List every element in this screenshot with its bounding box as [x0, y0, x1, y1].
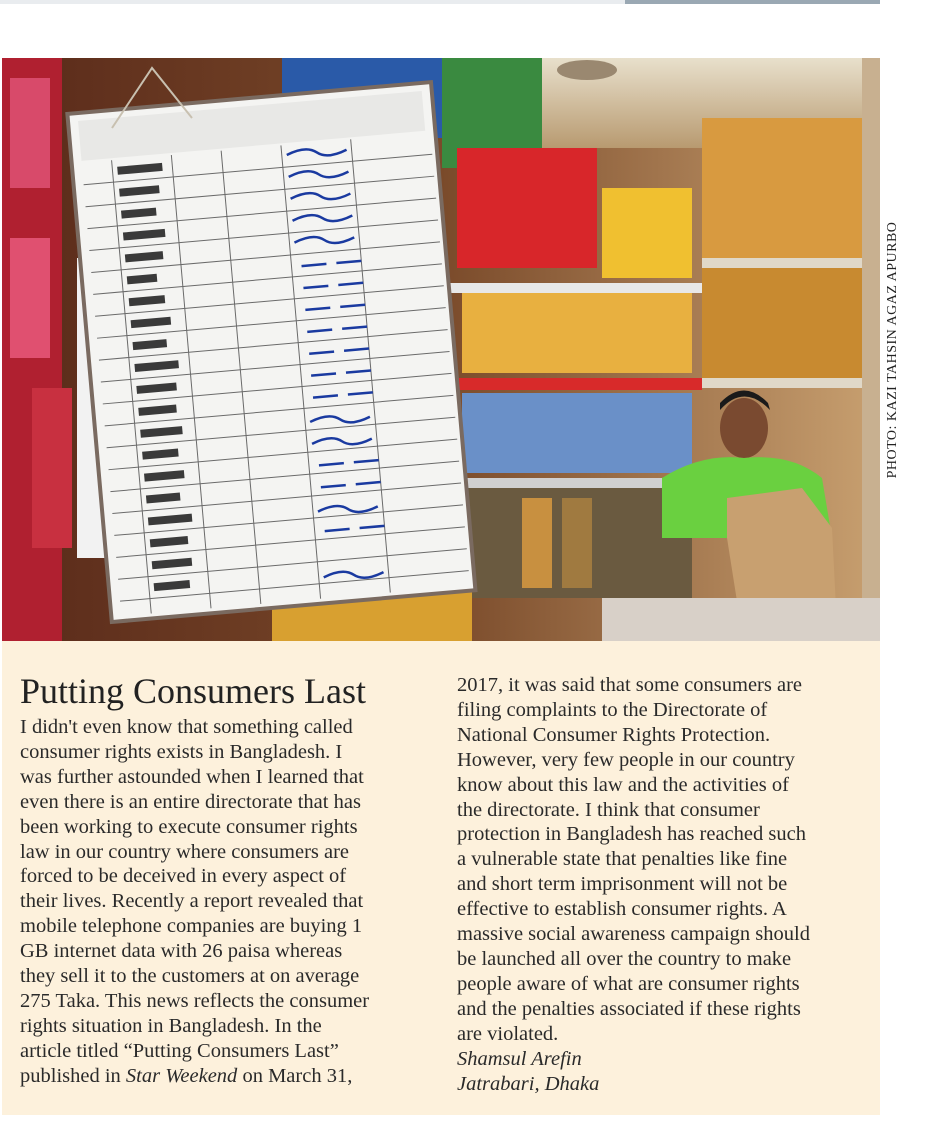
body-line: protection in Bangladesh has reached such [457, 823, 806, 846]
body-line: 275 Taka. This news reflects the consumer [20, 989, 370, 1012]
body-line: they sell it to the customers at on average [20, 965, 360, 988]
body-line: article titled “Putting Consumers Last” [20, 1039, 339, 1062]
article-body-part-2 [457, 673, 877, 1096]
body-line: people aware of what are consumer rights [457, 972, 800, 995]
body-line: and the penalties associated if these rights [457, 997, 801, 1020]
body-line: was further astounded when I learned that [20, 765, 364, 788]
article-column-2 [457, 673, 877, 1096]
shop-photo [2, 58, 880, 641]
body-line: 2017, it was said that some consumers are [457, 674, 803, 696]
body-line-last [20, 1064, 430, 1089]
body-line: rights situation in Bangladesh. In the [20, 1014, 322, 1037]
article-body-part-1 [20, 715, 430, 1089]
article-column-1 [20, 715, 430, 1089]
letter-article [2, 641, 880, 1115]
body-line: know about this law and the activities of [457, 773, 789, 796]
body-line: forced to be deceived in every aspect of [20, 865, 347, 888]
body-text: on March 31, [237, 1064, 353, 1087]
top-rule-accent [625, 0, 880, 4]
body-line: National Consumer Rights Protection. [457, 723, 771, 746]
photo-credit [880, 58, 906, 641]
body-line: effective to establish consumer rights. A [457, 898, 787, 921]
body-line: consumer rights exists in Bangladesh. I [20, 740, 343, 763]
body-line: their lives. Recently a report revealed that [20, 890, 364, 913]
body-line: even there is an entire directorate that has [20, 790, 361, 813]
body-line: massive social awareness campaign should [457, 923, 810, 946]
body-line: a vulnerable state that penalties like fine [457, 848, 788, 871]
signature-name: Shamsul Arefin [457, 1047, 582, 1070]
body-line: I didn't even know that something called [20, 716, 353, 738]
body-line: GB internet data with 26 paisa whereas [20, 940, 343, 963]
signature-place: Jatrabari, Dhaka [457, 1072, 600, 1095]
body-line: mobile telephone companies are buying 1 [20, 915, 363, 938]
body-line: the directorate. I think that consumer [457, 798, 760, 821]
shop-photo-icon [2, 58, 880, 641]
body-line: and short term imprisonment will not be [457, 873, 788, 896]
body-line: However, very few people in our country [457, 748, 795, 771]
body-line: law in our country where consumers are [20, 840, 350, 863]
article-headline: Putting Consumers Last [20, 671, 367, 711]
body-line: be launched all over the country to make [457, 947, 792, 970]
body-line: are violated. [457, 1022, 559, 1045]
body-line: been working to execute consumer rights [20, 815, 358, 838]
publication-name: Star Weekend [125, 1064, 238, 1087]
body-line: filing complaints to the Directorate of [457, 698, 768, 721]
photo-credit-text: PHOTO: KAZI TAHSIN AGAZ APURBO [885, 221, 900, 478]
body-text: published in [20, 1064, 126, 1087]
